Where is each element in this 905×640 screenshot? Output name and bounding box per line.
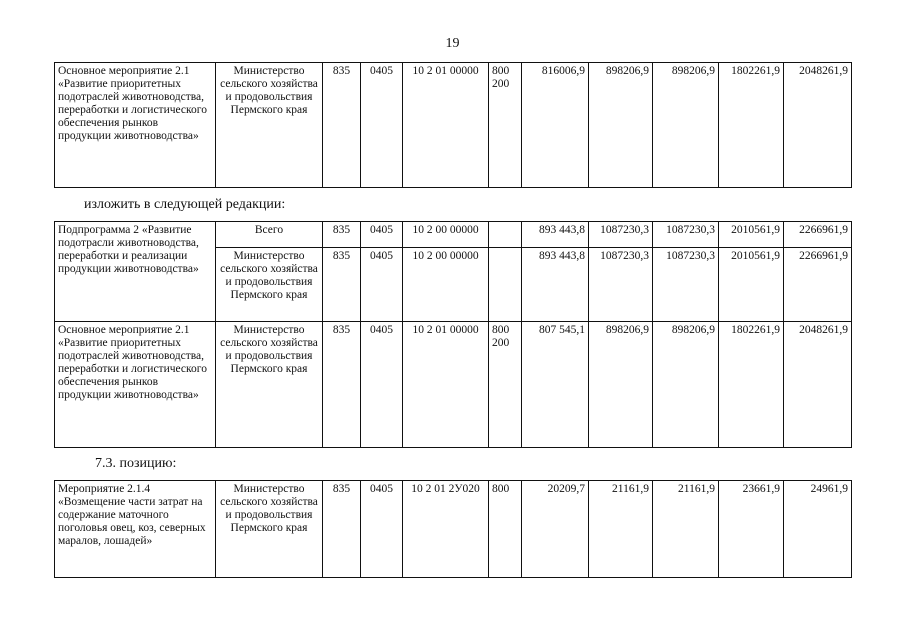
table-original-position — [54, 62, 852, 188]
value-cell-1: 816006,9 — [522, 63, 589, 188]
table-row — [55, 63, 852, 188]
table-row — [55, 481, 852, 578]
value-cell-3: 898206,9 — [653, 63, 719, 188]
value-cell-2: 898206,9 — [589, 322, 653, 448]
value-cell-1: 893 443,8 — [522, 248, 589, 322]
value-cell-1: 893 443,8 — [522, 222, 589, 248]
program-cell: Основное мероприятие 2.1 «Развитие приоритетных подотраслей животноводства, переработки и логистического обеспечения рынков продукции животноводства» — [55, 322, 216, 448]
program-cell: Основное мероприятие 2.1 «Развитие приоритетных подотраслей животноводства, переработки и логистического обеспечения рынков продукции животноводства» — [55, 63, 216, 188]
value-cell-5: 24961,9 — [784, 481, 852, 578]
table-row — [55, 322, 852, 448]
vr-cell: 800 200 — [489, 63, 522, 188]
grbs-cell: 835 — [323, 481, 361, 578]
value-cell-4: 2010561,9 — [719, 248, 784, 322]
grbs-cell: 835 — [323, 248, 361, 322]
vr-cell: 800 200 — [489, 322, 522, 448]
value-cell-2: 1087230,3 — [589, 222, 653, 248]
value-cell-2: 898206,9 — [589, 63, 653, 188]
table-new-edition — [54, 221, 852, 448]
value-cell-4: 23661,9 — [719, 481, 784, 578]
grbs-cell: 835 — [323, 63, 361, 188]
csr-cell: 10 2 01 00000 — [403, 322, 489, 448]
value-cell-4: 2010561,9 — [719, 222, 784, 248]
value-cell-4: 1802261,9 — [719, 322, 784, 448]
rzpr-cell: 0405 — [361, 248, 403, 322]
vr-cell — [489, 222, 522, 248]
grbs-cell: 835 — [323, 222, 361, 248]
value-cell-5: 2048261,9 — [784, 322, 852, 448]
rzpr-cell: 0405 — [361, 63, 403, 188]
rzpr-cell: 0405 — [361, 322, 403, 448]
vr-cell — [489, 248, 522, 322]
table-position-7-3 — [54, 480, 852, 578]
executor-cell: Всего — [216, 222, 323, 248]
value-cell-3: 898206,9 — [653, 322, 719, 448]
executor-cell: Министерство сельского хозяйства и продовольствия Пермского края — [216, 63, 323, 188]
executor-cell: Министерство сельского хозяйства и продовольствия Пермского края — [216, 248, 323, 322]
program-cell: Подпрограмма 2 «Развитие подотрасли животноводства, переработки и реализации продукции животноводства» — [55, 222, 216, 322]
rzpr-cell: 0405 — [361, 481, 403, 578]
csr-cell: 10 2 01 2У020 — [403, 481, 489, 578]
page-number: 19 — [445, 36, 460, 51]
value-cell-5: 2048261,9 — [784, 63, 852, 188]
value-cell-3: 21161,9 — [653, 481, 719, 578]
value-cell-3: 1087230,3 — [653, 222, 719, 248]
position-heading: 7.3. позицию: — [95, 456, 177, 471]
value-cell-2: 1087230,3 — [589, 248, 653, 322]
vr-cell: 800 — [489, 481, 522, 578]
value-cell-5: 2266961,9 — [784, 222, 852, 248]
csr-cell: 10 2 01 00000 — [403, 63, 489, 188]
value-cell-4: 1802261,9 — [719, 63, 784, 188]
value-cell-5: 2266961,9 — [784, 248, 852, 322]
csr-cell: 10 2 00 00000 — [403, 248, 489, 322]
table-row — [55, 222, 852, 248]
executor-cell: Министерство сельского хозяйства и продовольствия Пермского края — [216, 481, 323, 578]
instruction-heading: изложить в следующей редакции: — [84, 197, 286, 212]
grbs-cell: 835 — [323, 322, 361, 448]
program-cell: Мероприятие 2.1.4 «Возмещение части затрат на содержание маточного поголовья овец, коз, северных маралов, лошадей» — [55, 481, 216, 578]
rzpr-cell: 0405 — [361, 222, 403, 248]
value-cell-1: 807 545,1 — [522, 322, 589, 448]
csr-cell: 10 2 00 00000 — [403, 222, 489, 248]
executor-cell: Министерство сельского хозяйства и продовольствия Пермского края — [216, 322, 323, 448]
value-cell-1: 20209,7 — [522, 481, 589, 578]
value-cell-2: 21161,9 — [589, 481, 653, 578]
value-cell-3: 1087230,3 — [653, 248, 719, 322]
